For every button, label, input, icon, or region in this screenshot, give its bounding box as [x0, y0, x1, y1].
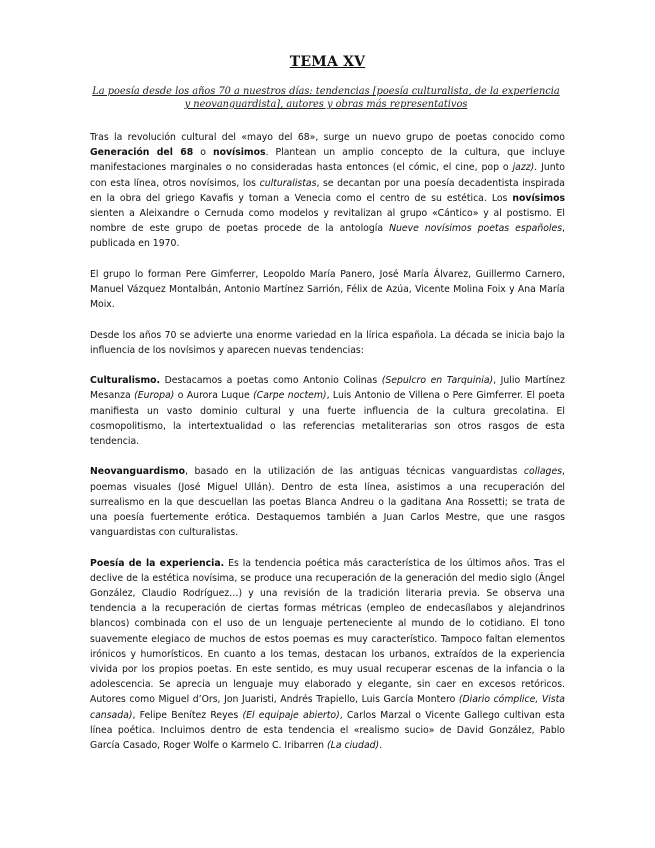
bold-term: novísimos: [212, 147, 266, 159]
document-body: [90, 130, 565, 753]
italic-term: jazz).: [512, 162, 538, 174]
text-run: , basado en la utilización de las antiguas técnicas vanguardistas: [185, 466, 524, 478]
bold-term: novísimos: [512, 192, 565, 204]
text-run: , poemas visuales (José Miguel Ullán). Dentro de esta línea, asistimos a una recuperación del surrealismo en la que descuellan las poetas Blanca Andreu o la gaditana Ana Rossetti; se trata de una poesía fuertemente erótica. Destaquemos también a Juan Carlos Mestre, que une rasgos vanguardistas con culturalistas.: [90, 466, 565, 539]
paragraph-intro: [90, 130, 565, 252]
italic-term: (El equipaje abierto): [242, 709, 340, 721]
text-run: , publicada en 1970.: [90, 223, 566, 250]
text-run: Junto con esta línea, otros novísimos, los: [90, 162, 565, 189]
italic-term: collages: [523, 466, 563, 478]
italic-term: Nueve novísimos poetas españoles: [389, 223, 563, 235]
text-run: . Plantean un amplio concepto de la cultura, que incluye manifestaciones marginales o no consideradas hasta entonces (el cómic, el cine, pop o: [90, 147, 565, 174]
text-run: , Julio Martínez Mesanza: [90, 375, 565, 402]
bold-term: Generación del 68: [90, 147, 194, 159]
italic-term: (Diario cómplice, Vista cansada): [90, 694, 565, 721]
text-run: Tras la revolución cultural del «mayo del 68», surge un nuevo grupo de poetas conocido como: [90, 132, 565, 143]
paragraph-culturalismo: [90, 373, 565, 449]
text-run: .: [379, 740, 383, 752]
text-run: Destacamos a poetas como Antonio Colinas: [160, 375, 382, 387]
text-run: sienten a Aleixandre o Cernuda como modelos y revitalizan al grupo «Cántico» y al postismo. El nombre de este grupo de poetas procede de la antología: [90, 208, 565, 235]
paragraph-members: El grupo lo forman Pere Gimferrer, Leopoldo María Panero, José María Álvarez, Guillermo Carnero, Manuel Vázquez Montalbán, Antonio Martínez Sarrión, Félix de Azúa, Vicente Molina Foix y Ana María Moix.: [90, 268, 565, 311]
text-run: , Luis Antonio de Villena o Pere Gimferrer. El poeta manifiesta un vasto dominio cultural y una fuerte influencia de la cultura grecolatina. El cosmopolitismo, la intertextualidad o las referencias metaliterarias son otros rasgos de esta tendencia.: [90, 390, 565, 448]
bold-term: Poesía de la experiencia.: [90, 557, 225, 569]
bold-term: Neovanguardismo: [90, 466, 186, 478]
paragraph-neovanguardismo: [90, 464, 565, 540]
italic-term: (Carpe noctem): [253, 390, 327, 402]
text-run: Es la tendencia poética más característica de los últimos años. Tras el declive de la estética novísima, se produce una recuperación de la generación del medio siglo (Ángel González, Claudio Rodríguez…) y una revisión de la tradición literaria previa. Se observa una tendencia a la recuperación de ciertas formas métricas (empleo de endecasílabos y alejandrinos blancos) combinada con el uso de un lenguaje perteneciente al mundo de lo cotidiano. El tono suavemente elegiaco de muchos de estos poemas es muy característico. Tampoco faltan elementos irónicos y humorísticos. En cuanto a los temas, destacan los urbanos, extraídos de la experiencia vivida por los propios poetas. En este sentido, es muy usual recuperar escenas de la infancia o la adolescencia. Se aprecia un lenguaje muy elaborado y elegante, sin caer en excesos retóricos. Autores como Miguel d’Ors, Jon Juaristi, Andrés Trapiello, Luis García Montero: [90, 557, 565, 706]
italic-term: (Europa): [134, 390, 175, 402]
paragraph-seventies: Desde los años 70 se advierte una enorme variedad en la lírica española. La década se inicia bajo la influencia de los novísimos y aparecen nuevas tendencias:: [90, 329, 565, 356]
italic-term: (La ciudad): [327, 740, 380, 752]
bold-term: Culturalismo.: [90, 375, 161, 387]
text-run: o: [193, 147, 213, 159]
text-run: , Carlos Marzal o Vicente Gallego cultivan esta línea poética. Incluimos dentro de esta tendencia el «realismo sucio» de David González, Pablo García Casado, Roger Wolfe o Karmelo C. Iribarren: [90, 709, 565, 752]
text-run: o Aurora Luque: [174, 390, 254, 402]
italic-term: culturalistas: [259, 177, 317, 189]
page-subtitle: La poesía desde los años 70 a nuestros días: tendencias [poesía culturalista, de la experiencia y neovanguardista], autores y obras más representativos: [92, 86, 560, 110]
page-title: TEMA XV: [289, 54, 366, 70]
text-run: , Felipe Benítez Reyes: [132, 709, 243, 721]
italic-term: (Sepulcro en Tarquinia): [381, 375, 494, 387]
paragraph-experiencia: [90, 556, 565, 754]
text-run: , se decantan por una poesía decadentista inspirada en la obra del griego Kavafis y toman a Venecia como el centro de su estética. Los: [90, 177, 565, 204]
